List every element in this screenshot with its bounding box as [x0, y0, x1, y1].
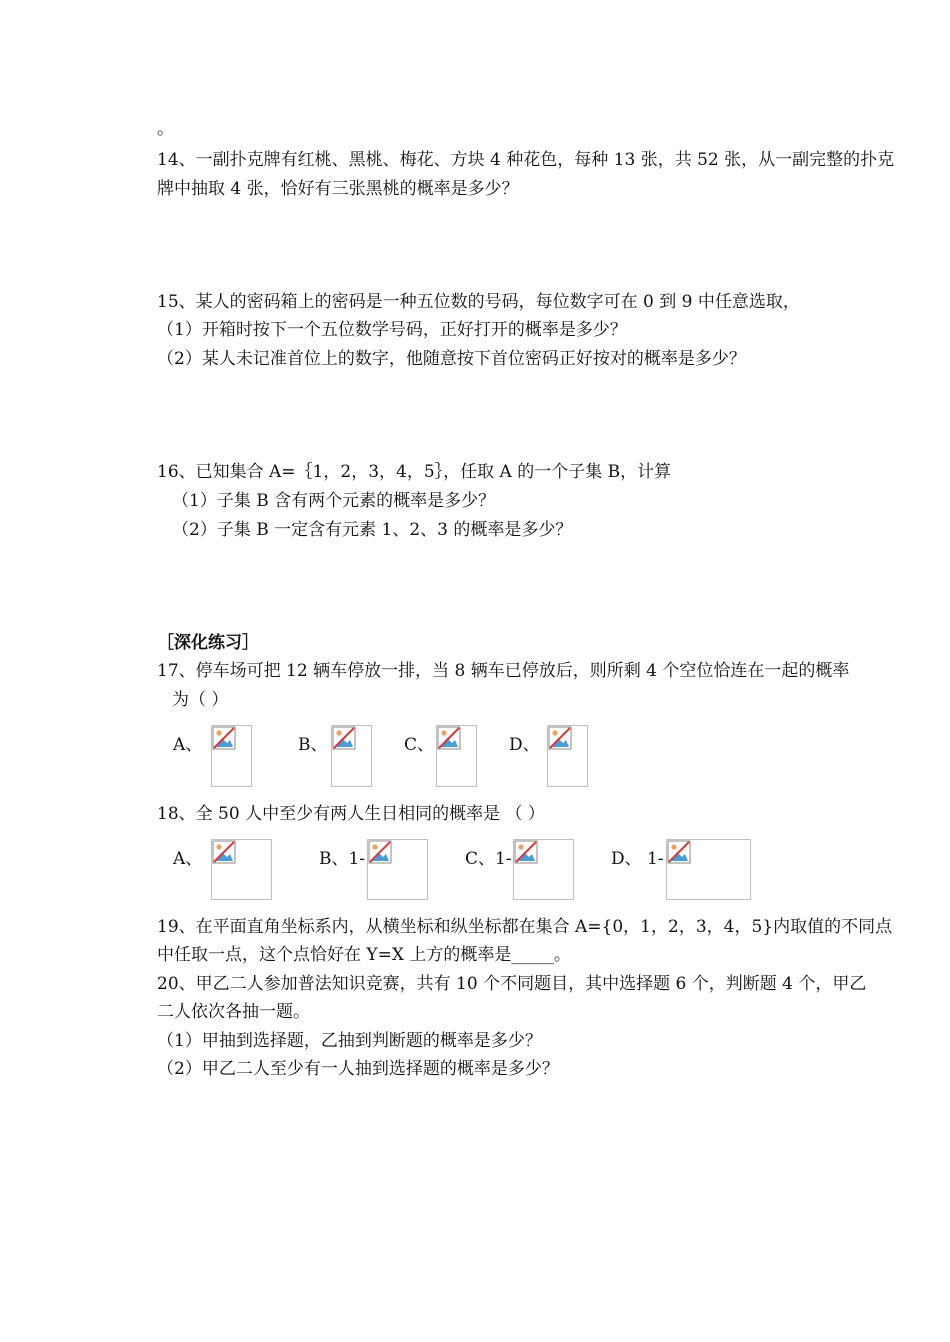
q18-option-c-image — [513, 839, 574, 900]
q18-option-b-image — [367, 839, 428, 900]
q17-line2: 为（ ） — [172, 690, 229, 710]
q17-line1: 17、停车场可把 12 辆车停放一排，当 8 辆车已停放后，则所剩 4 个空位恰连在一起的概率 — [157, 661, 850, 681]
stray-period: 。 — [157, 119, 174, 139]
broken-image-icon — [514, 840, 538, 864]
q18-option-d-image — [666, 839, 751, 900]
q14-line1: 14、一副扑克牌有红桃、黑桃、梅花、方块 4 种花色，每种 13 张，共 52 张，从一副完整的扑克 — [157, 150, 895, 170]
q19-line1: 19、在平面直角坐标系内，从横坐标和纵坐标都在集合 A={0，1，2，3，4，5}内取值的不同点 — [157, 917, 893, 937]
q16-line1: 16、已知集合 A=｛1，2，3，4，5｝，任取 A 的一个子集 B，计算 — [157, 462, 672, 482]
q15-sub1: （1）开箱时按下一个五位数学号码，正好打开的概率是多少？ — [157, 320, 627, 340]
broken-image-icon — [437, 726, 461, 750]
section-heading: ［深化练习］ — [157, 633, 259, 653]
q18-option-b-label: B、1- — [319, 849, 366, 869]
q16-sub1: （1）子集 B 含有两个元素的概率是多少？ — [172, 491, 496, 511]
q20-line1: 20、甲乙二人参加普法知识竞赛，共有 10 个不同题目，其中选择题 6 个，判断题 4 个，甲乙 — [157, 974, 867, 994]
q20-sub2: （2）甲乙二人至少有一人抽到选择题的概率是多少？ — [157, 1059, 559, 1079]
q17-option-a-label: A、 — [173, 735, 203, 755]
q17-option-d-image — [547, 725, 588, 787]
q18-line: 18、全 50 人中至少有两人生日相同的概率是 （ ） — [157, 804, 545, 824]
q17-option-c-image — [436, 725, 477, 787]
q17-option-d-label: D、 — [509, 735, 540, 755]
broken-image-icon — [212, 840, 236, 864]
q18-option-a-image — [211, 839, 272, 900]
q17-option-b-image — [331, 725, 372, 787]
q14-line2: 牌中抽取 4 张，恰好有三张黑桃的概率是多少？ — [157, 179, 519, 199]
q18-option-a-label: A、 — [173, 849, 203, 869]
broken-image-icon — [667, 840, 691, 864]
q19-line2: 中任取一点，这个点恰好在 Y=X 上方的概率是_____。 — [157, 945, 571, 965]
q17-option-b-label: B、 — [298, 735, 328, 755]
q20-sub1: （1）甲抽到选择题，乙抽到判断题的概率是多少？ — [157, 1031, 542, 1051]
q17-option-c-label: C、 — [404, 735, 435, 755]
q20-line2: 二人依次各抽一题。 — [157, 1002, 310, 1022]
broken-image-icon — [368, 840, 392, 864]
q15-sub2: （2）某人未记准首位上的数字，他随意按下首位密码正好按对的概率是多少？ — [157, 349, 746, 369]
q17-option-a-image — [211, 725, 252, 787]
q18-option-d-label: D、 1- — [611, 849, 664, 869]
broken-image-icon — [332, 726, 356, 750]
q16-sub2: （2）子集 B 一定含有元素 1、2、3 的概率是多少？ — [172, 520, 573, 540]
broken-image-icon — [212, 726, 236, 750]
broken-image-icon — [548, 726, 572, 750]
q15-line1: 15、某人的密码箱上的密码是一种五位数的号码，每位数字可在 0 到 9 中任意选取， — [157, 292, 800, 312]
q18-option-c-label: C、1- — [465, 849, 512, 869]
